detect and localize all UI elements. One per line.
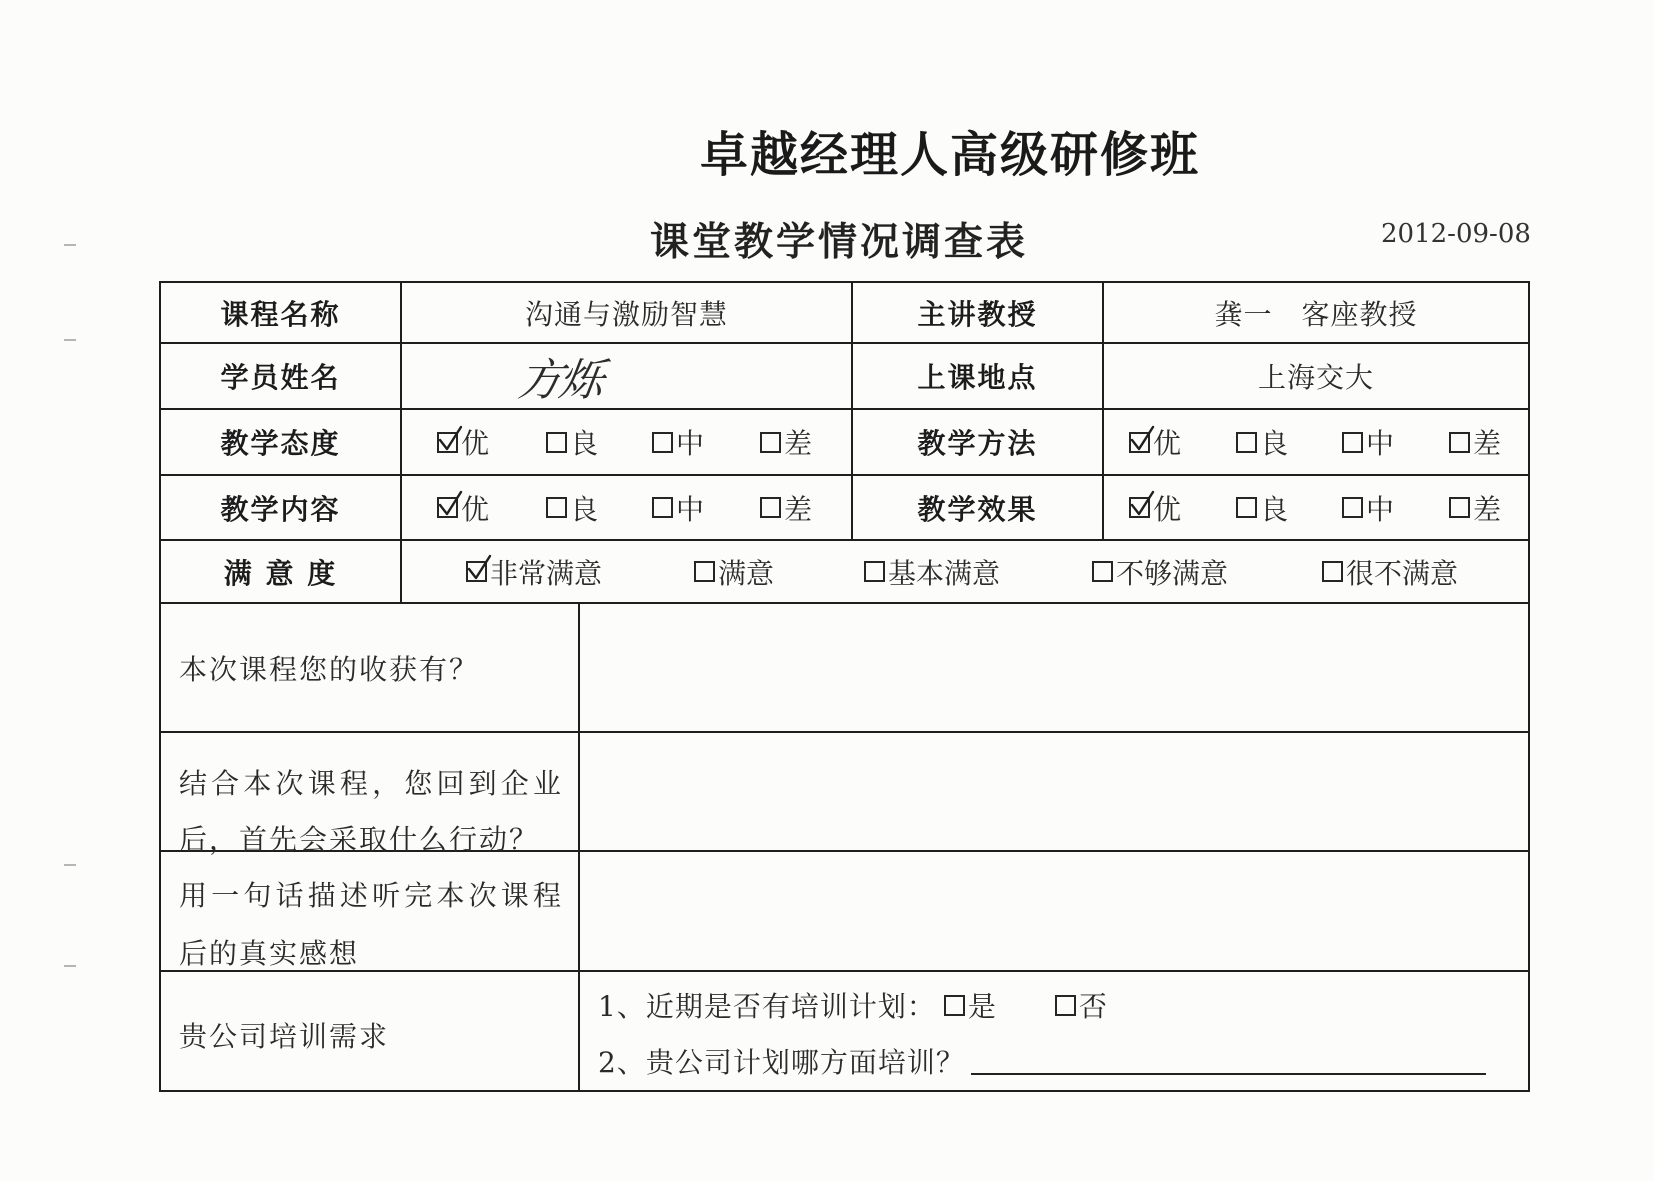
checkbox[interactable] [944,995,965,1016]
checkbox[interactable] [760,497,781,518]
feeling-question [179,867,563,983]
option-label: 良 [1260,492,1289,526]
document-title: 卓越经理人高级研修班 [700,127,1201,183]
option-label: 差 [784,492,813,526]
teaching-effect-option-excellent[interactable] [1129,476,1181,539]
teaching-attitude-option-excellent[interactable] [437,410,489,474]
action-question-line: 后，首先会采取什么行动？ [179,823,540,856]
location-label: 上课地点 [917,361,1038,394]
gains-question: 本次课程您的收获有？ [179,653,480,686]
teaching-effect-option-good[interactable] [1236,476,1288,539]
option-label: 中 [1366,427,1395,460]
teaching-attitude-option-good[interactable] [546,410,598,474]
training-plan-question-text: 1、近期是否有培训计划： [598,990,936,1023]
satisfaction-option-basically-satisfied[interactable] [864,541,1000,602]
teaching-method-option-poor[interactable] [1449,410,1501,474]
checkbox[interactable] [1342,497,1363,518]
training-plan-option-yes[interactable] [944,985,997,1025]
document-date: 2012-09-08 [1381,219,1531,249]
satisfaction-option-very-satisfied[interactable] [466,541,602,602]
training-plan-question [598,985,1108,1025]
student-name-signature: 方烁 [514,355,604,406]
option-label: 差 [1473,427,1502,460]
checkbox[interactable] [466,561,487,582]
option-label: 良 [570,492,599,526]
feeling-answer-field[interactable] [580,852,1528,970]
teaching-attitude-option-poor[interactable] [760,410,812,474]
option-label: 中 [676,427,705,460]
checkbox[interactable] [1129,432,1150,453]
teaching-content-label: 教学内容 [220,492,341,526]
feeling-question-line: 后的真实感想 [179,937,360,970]
training-area-answer-line[interactable] [971,1047,1486,1075]
teaching-attitude-label: 教学态度 [220,427,341,460]
feeling-question-line: 用一句话描述听完本次课程 [179,879,563,912]
teaching-content-option-average[interactable] [652,476,704,539]
checkbox[interactable] [546,432,567,453]
option-label: 差 [784,427,813,460]
checkbox[interactable] [1449,432,1470,453]
checkbox[interactable] [694,561,715,582]
option-label: 不够满意 [1116,556,1229,590]
option-label: 优 [1153,492,1182,526]
option-label: 优 [461,492,490,526]
option-label: 中 [1366,492,1395,526]
checkbox[interactable] [1055,995,1076,1016]
document-subtitle: 课堂教学情况调查表 [650,220,1029,265]
option-label: 优 [461,427,490,460]
teaching-content-option-poor[interactable] [760,476,812,539]
option-label: 基本满意 [888,556,1001,590]
punch-mark [64,864,76,866]
check-mark-icon [1129,490,1155,517]
checkbox[interactable] [437,497,458,518]
checkbox[interactable] [1322,561,1343,582]
punch-mark [64,965,76,967]
checkbox[interactable] [1236,497,1257,518]
action-answer-field[interactable] [580,733,1528,850]
teaching-method-label: 教学方法 [917,427,1038,460]
option-label: 否 [1078,990,1108,1023]
checkbox[interactable] [1092,561,1113,582]
option-label: 良 [1260,427,1289,460]
checkbox[interactable] [652,432,673,453]
teaching-content-option-excellent[interactable] [437,476,489,539]
option-label: 满意 [718,556,775,590]
checkbox[interactable] [1236,432,1257,453]
option-label: 非常满意 [490,556,603,590]
checkbox[interactable] [760,432,781,453]
professor-label: 主讲教授 [917,297,1038,331]
teaching-method-option-excellent[interactable] [1129,410,1181,474]
training-needs-label: 贵公司培训需求 [179,1020,390,1053]
teaching-effect-option-average[interactable] [1342,476,1394,539]
teaching-method-option-average[interactable] [1342,410,1394,474]
checkbox[interactable] [864,561,885,582]
teaching-attitude-option-average[interactable] [652,410,704,474]
option-label: 是 [967,990,997,1023]
training-area-question-text: 2、贵公司计划哪方面培训？ [598,1046,965,1079]
checkbox[interactable] [1449,497,1470,518]
checkbox[interactable] [546,497,567,518]
checkbox[interactable] [1342,432,1363,453]
punch-mark [64,244,76,246]
check-mark-icon [437,490,463,517]
option-label: 很不满意 [1346,556,1459,590]
action-question-line: 结合本次课程，您回到企业 [179,767,563,800]
satisfaction-option-satisfied[interactable] [694,541,774,602]
satisfaction-option-not-quite-satisfied[interactable] [1092,541,1228,602]
check-mark-icon [1129,425,1155,452]
training-area-question [598,1041,1486,1081]
teaching-method-option-good[interactable] [1236,410,1288,474]
gains-answer-field[interactable] [580,604,1528,731]
checkbox[interactable] [652,497,673,518]
action-question [179,756,563,868]
option-label: 中 [676,492,705,526]
course-name-label: 课程名称 [220,297,341,331]
course-name-value: 沟通与激励智慧 [524,297,728,331]
training-plan-option-no[interactable] [1055,985,1108,1025]
satisfaction-option-very-dissatisfied[interactable] [1322,541,1458,602]
professor-value: 龚一 客座教授 [1214,297,1418,331]
satisfaction-label: 满 意 度 [223,556,338,590]
location-value: 上海交大 [1257,361,1374,394]
option-label: 良 [570,427,599,460]
check-mark-icon [466,554,492,581]
teaching-effect-option-poor[interactable] [1449,476,1501,539]
student-name-label: 学员姓名 [220,361,341,394]
option-label: 差 [1473,492,1502,526]
checkbox[interactable] [437,432,458,453]
survey-form-table [159,281,1530,1092]
option-label: 优 [1153,427,1182,460]
teaching-effect-label: 教学效果 [917,492,1038,526]
check-mark-icon [437,425,463,452]
punch-mark [64,339,76,341]
checkbox[interactable] [1129,497,1150,518]
teaching-content-option-good[interactable] [546,476,598,539]
